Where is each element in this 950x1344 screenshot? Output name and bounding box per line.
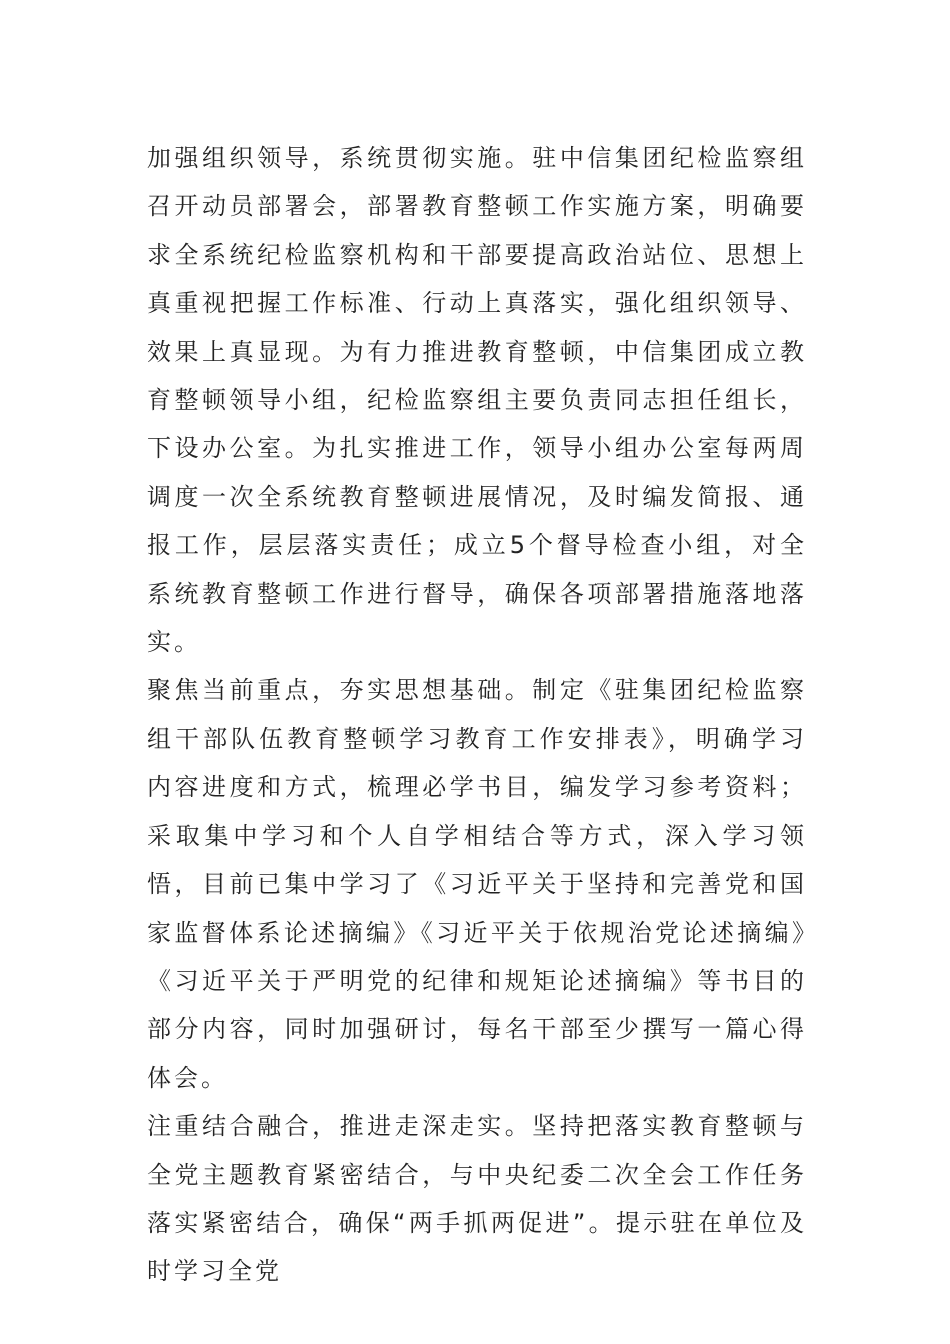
paragraph-organization-leadership: 加强组织领导，系统贯彻实施。驻中信集团纪检监察组召开动员部署会，部署教育整顿工作实施方案，明确要求全系统纪检监察机构和干部要提高政治站位、思想上真重视把握工作标准、行动上真落实，强化组织领导、效果上真显现。为有力推进教育整顿，中信集团成立教育整顿领导小组，纪检监察组主要负责同志担任组长，下设办公室。为扎实推进工作，领导小组办公室每两周调度一次全系统教育整顿进展情况，及时编发简报、通报工作，层层落实责任；成立5个督导检查小组，对全系统教育整顿工作进行督导，确保各项部署措施落地落实。 (147, 144, 807, 657)
body-text (147, 134, 807, 1296)
paragraph-focus-key-points: 聚焦当前重点，夯实思想基础。制定《驻集团纪检监察组干部队伍教育整顿学习教育工作安排表》，明确学习内容进度和方式，梳理必学书目，编发学习参考资料；采取集中学习和个人自学相结合等方式，深入学习领悟，目前已集中学习了《习近平关于坚持和完善党和国家监督体系论述摘编》《习近平关于依规治党论述摘编》《习近平关于严明党的纪律和规矩论述摘编》等书目的部分内容，同时加强研讨，每名干部至少撰写一篇心得体会。 (147, 676, 807, 1092)
paragraph-integration: 注重结合融合，推进走深走实。坚持把落实教育整顿与全党主题教育紧密结合，与中央纪委二次全会工作任务落实紧密结合，确保“两手抓两促进”。提示驻在单位及时学习全党 (147, 1112, 807, 1286)
